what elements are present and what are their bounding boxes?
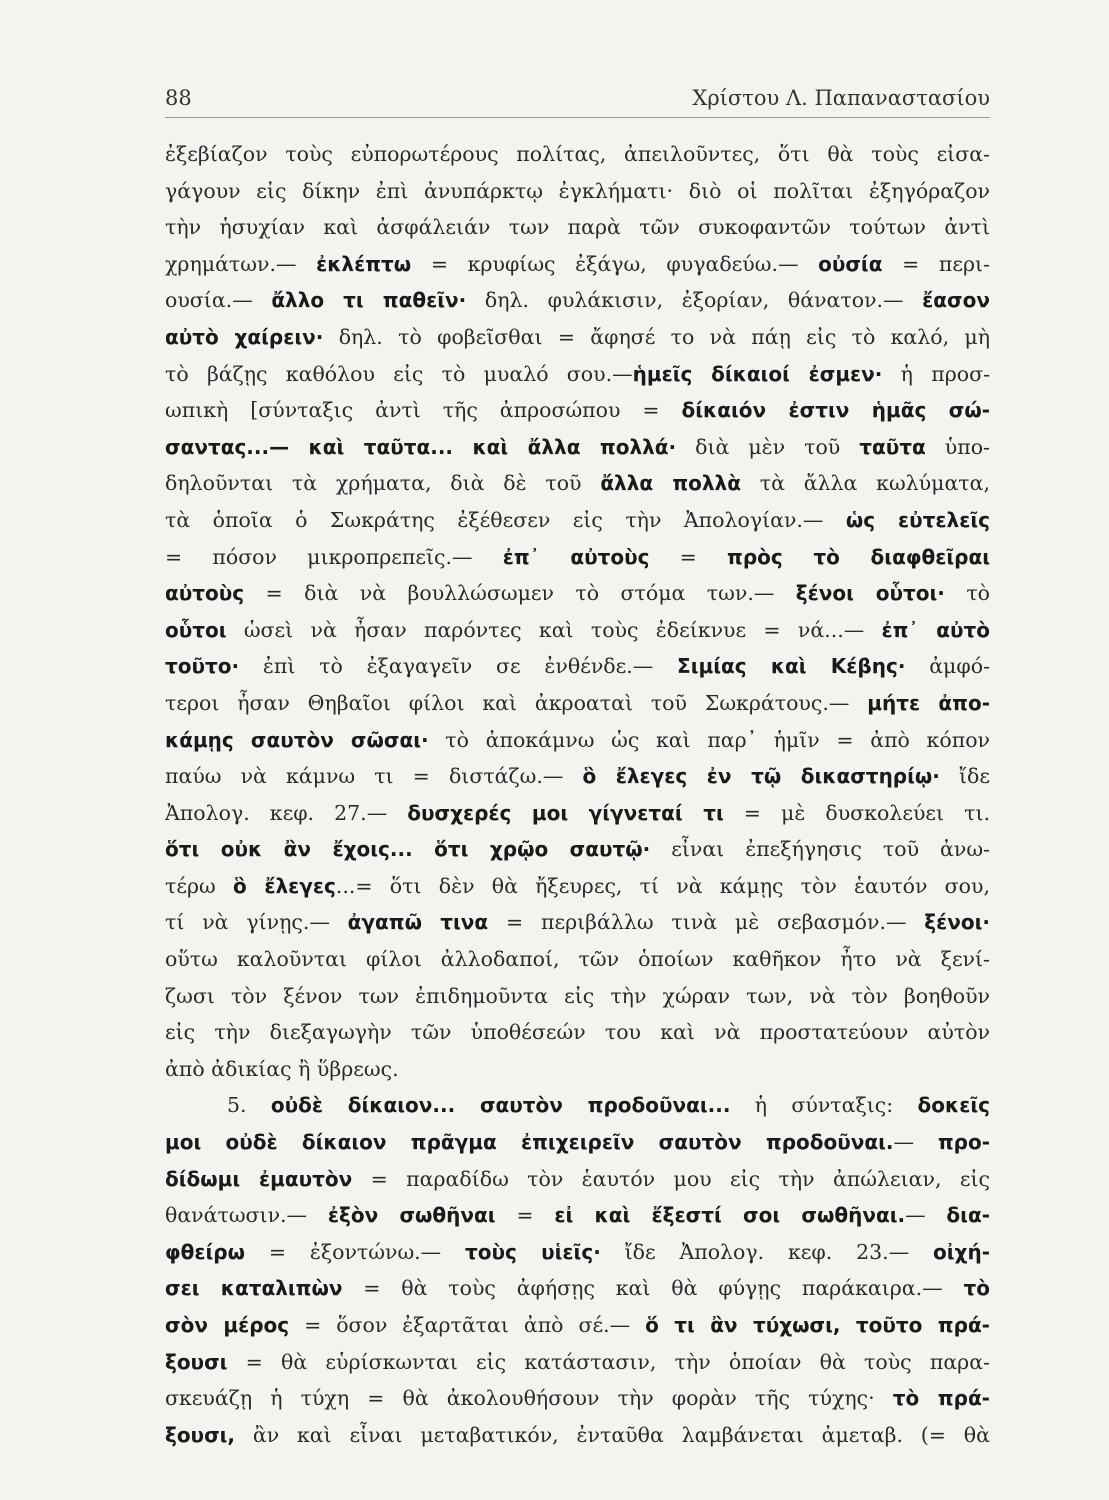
text-line bbox=[165, 1307, 990, 1344]
text-line bbox=[165, 209, 990, 246]
text-run: τέρω bbox=[165, 873, 233, 898]
glossed-term: οἰχή- bbox=[933, 1239, 990, 1264]
text-run: ουσία.— bbox=[165, 288, 272, 313]
text-run: τὰ ὁποῖα ὁ Σωκράτης ἐξέθεσεν εἰς τὴν Ἀπολογίαν.— bbox=[165, 507, 846, 532]
text-run: = bbox=[649, 544, 728, 569]
text-run: ζωσι τὸν ξένον των ἐπιδημοῦντα εἰς τὴν χώραν των, νὰ τὸν βοηθοῦν bbox=[165, 983, 990, 1008]
text-line bbox=[165, 868, 990, 905]
text-line bbox=[165, 795, 990, 832]
glossed-term: πρὸς τὸ διαφθεῖραι bbox=[727, 544, 990, 569]
text-line bbox=[165, 319, 990, 356]
glossed-term: τὸ bbox=[963, 1276, 990, 1301]
text-run: — bbox=[893, 1130, 938, 1155]
glossed-term: μήτε ἀπο- bbox=[867, 690, 990, 715]
text-run: ἡ σύνταξις: bbox=[730, 1093, 918, 1118]
text-line bbox=[165, 1234, 990, 1271]
glossed-term: ἀγαπῶ τινα bbox=[347, 910, 489, 935]
text-run: ἴδε Ἀπολογ. κεφ. 23.— bbox=[600, 1239, 934, 1264]
text-run: γάγουν εἰς δίκην ἐπὶ ἀνυπάρκτῳ ἐγκλήματι· διὸ οἱ πολῖται ἐξηγόραζον bbox=[165, 178, 990, 203]
text-run: = bbox=[495, 1203, 555, 1228]
text-run: ἂν καὶ εἶναι μεταβατικόν, ἐνταῦθα λαμβάνεται ἀμεταβ. (= θὰ bbox=[235, 1422, 990, 1447]
text-run: διὰ μὲν τοῦ bbox=[676, 434, 860, 459]
glossed-term: ξένοι οὗτοι· bbox=[795, 581, 945, 606]
glossed-term: ἡμεῖς δίκαιοί ἐσμεν· bbox=[632, 361, 883, 386]
text-line bbox=[165, 392, 990, 429]
text-run: τί νὰ γίνῃς.— bbox=[165, 910, 348, 935]
text-run: ὡσεὶ νὰ ἦσαν παρόντες καὶ τοὺς ἐδείκνυε = νά...— bbox=[226, 617, 882, 642]
text-line bbox=[165, 941, 990, 978]
text-line bbox=[165, 539, 990, 576]
text-line bbox=[165, 1051, 990, 1088]
text-line bbox=[165, 758, 990, 795]
glossed-term: ἐκλέπτω bbox=[316, 251, 412, 276]
text-line bbox=[165, 465, 990, 502]
text-run: = ὅσον ἐξαρτᾶται ἀπὸ σέ.— bbox=[289, 1313, 646, 1337]
text-line bbox=[165, 429, 990, 466]
text-run: = περιβάλλω τινὰ μὲ σεβασμόν.— bbox=[488, 910, 925, 935]
text-run: — bbox=[905, 1203, 947, 1228]
text-run: = πόσον μικροπρεπεῖς.— bbox=[165, 544, 503, 569]
text-run: τὸ bbox=[944, 581, 990, 606]
text-run: = περι- bbox=[882, 251, 990, 276]
text-run: χρημάτων.— bbox=[165, 251, 317, 276]
glossed-term: ταῦτα bbox=[859, 434, 926, 459]
text-run: ἐξεβίαζον τοὺς εὐπορωτέρους πολίτας, ἀπειλοῦντες, ὅτι θὰ τοὺς εἰσα- bbox=[165, 142, 990, 166]
text-run: εἰς τὴν διεξαγωγὴν τῶν ὑποθέσεών του καὶ νὰ προστατεύουν αὐτὸν bbox=[165, 1020, 990, 1045]
glossed-term: οὐδὲ δίκαιον... σαυτὸν προδοῦναι... bbox=[270, 1093, 731, 1118]
glossed-term: σαντας...— καὶ ταῦτα... καὶ ἄλλα πολλά· bbox=[165, 434, 677, 459]
text-run: δηλοῦνται τὰ χρήματα, διὰ δὲ τοῦ bbox=[165, 471, 601, 496]
text-line bbox=[165, 282, 990, 319]
text-run: ὑπο- bbox=[925, 434, 990, 459]
text-line bbox=[165, 356, 990, 393]
glossed-term: ἔασον bbox=[922, 288, 990, 313]
text-line bbox=[165, 1014, 990, 1051]
text-run: ἐπὶ τὸ ἐξαγαγεῖν σε ἐνθένδε.— bbox=[239, 654, 678, 679]
text-line bbox=[165, 612, 990, 649]
text-line bbox=[165, 1124, 990, 1161]
text-run: παύω νὰ κάμνω τι = διστάζω.— bbox=[165, 764, 583, 789]
text-run: ἴδε bbox=[939, 764, 990, 789]
glossed-term: δια- bbox=[946, 1203, 990, 1228]
text-line bbox=[165, 831, 990, 868]
glossed-term: προ- bbox=[937, 1130, 990, 1155]
text-run: θανάτωσιν.— bbox=[165, 1203, 328, 1228]
glossed-term: ἄλλα πολλὰ bbox=[600, 471, 741, 496]
text-run: ...= ὅτι δὲν θὰ ἤξευρες, τί νὰ κάμῃς τὸν ἑαυτόν σου, bbox=[335, 873, 990, 898]
glossed-term: αὐτοὺς bbox=[165, 581, 245, 606]
glossed-term: κάμῃς σαυτὸν σῶσαι· bbox=[165, 727, 429, 752]
glossed-term: τοῦτο· bbox=[165, 654, 240, 679]
text-run: τὴν ἡσυχίαν καὶ ἀσφάλειάν των παρὰ τῶν συκοφαντῶν τούτων ἀντὶ bbox=[165, 215, 990, 240]
text-line bbox=[165, 1087, 990, 1124]
text-line bbox=[165, 685, 990, 722]
text-run: δηλ. φυλάκισιν, ἐξορίαν, θάνατον.— bbox=[466, 288, 923, 313]
text-line bbox=[165, 1270, 990, 1307]
text-run: τὸ βάζῃς καθόλου εἰς τὸ μυαλό σου.— bbox=[165, 361, 633, 386]
text-run: Ἀπολογ. κεφ. 27.— bbox=[165, 800, 408, 825]
glossed-term: οὐσία bbox=[818, 251, 883, 276]
text-line bbox=[165, 648, 990, 685]
page-number: 88 bbox=[165, 86, 192, 110]
glossed-term: οὗτοι bbox=[165, 617, 227, 642]
text-run: = ἐξοντώνω.— bbox=[245, 1239, 465, 1264]
text-line bbox=[165, 1344, 990, 1381]
text-run: = μὲ δυσκολεύει τι. bbox=[723, 800, 990, 825]
page-body bbox=[165, 136, 990, 1453]
text-run: ωπικὴ [σύνταξις ἀντὶ τῆς ἀπροσώπου = bbox=[165, 398, 682, 423]
glossed-term: σει καταλιπὼν bbox=[165, 1276, 343, 1301]
text-line bbox=[165, 978, 990, 1015]
glossed-term: ξένοι· bbox=[924, 910, 990, 935]
text-line bbox=[165, 1417, 990, 1454]
glossed-term: ἐπ᾽ αὐτὸ bbox=[881, 617, 990, 642]
text-run: = θὰ εὑρίσκωνται εἰς κατάστασιν, τὴν ὁποίαν θὰ τοὺς παρα- bbox=[227, 1349, 990, 1374]
text-line bbox=[165, 246, 990, 283]
text-run: ἡ προσ- bbox=[882, 361, 990, 386]
text-run: = διὰ νὰ βουλλώσωμεν τὸ στόμα των.— bbox=[244, 581, 796, 606]
glossed-term: φθείρω bbox=[165, 1239, 246, 1264]
text-run: δηλ. τὸ φοβεῖσθαι = ἄφησέ το νὰ πάῃ εἰς τὸ καλό, μὴ bbox=[323, 324, 990, 349]
text-line bbox=[165, 1380, 990, 1417]
header-rule bbox=[165, 117, 990, 118]
glossed-term: ἐξὸν σωθῆναι bbox=[327, 1203, 496, 1228]
text-line bbox=[165, 1161, 990, 1198]
text-run: εἶναι ἐπεξήγησις τοῦ ἀνω- bbox=[650, 837, 990, 862]
text-line bbox=[165, 722, 990, 759]
running-title: Χρίστου Λ. Παπαναστασίου bbox=[692, 86, 990, 110]
page-header bbox=[165, 86, 990, 110]
glossed-term: ὅ τι ἂν τύχωσι, τοῦτο πρά- bbox=[645, 1313, 990, 1337]
text-run: = παραδίδω τὸν ἑαυτόν μου εἰς τὴν ἀπώλειαν, εἰς bbox=[352, 1166, 990, 1191]
glossed-term: ἄλλο τι παθεῖν· bbox=[271, 288, 467, 313]
glossed-term: ὃ ἔλεγες ἐν τῷ δικαστηρίῳ· bbox=[582, 764, 940, 789]
text-run: = θὰ τοὺς ἀφήσῃς καὶ θὰ φύγῃς παράκαιρα.— bbox=[342, 1276, 964, 1301]
glossed-term: δίδωμι ἐμαυτὸν bbox=[165, 1166, 353, 1191]
glossed-term: δυσχερές μοι γίγνεταί τι bbox=[407, 800, 724, 825]
text-run: 5. bbox=[227, 1093, 271, 1118]
glossed-term: ξουσι, bbox=[165, 1422, 236, 1447]
glossed-term: δοκεῖς bbox=[917, 1093, 990, 1118]
glossed-term: εἰ καὶ ἔξεστί σοι σωθῆναι. bbox=[554, 1203, 906, 1228]
glossed-term: τοὺς υἱεῖς· bbox=[465, 1239, 601, 1264]
glossed-term: μοι οὐδὲ δίκαιον πρᾶγμα ἐπιχειρεῖν σαυτὸν προδοῦναι. bbox=[165, 1130, 894, 1155]
text-run: ἀμφό- bbox=[905, 654, 990, 679]
text-run: τεροι ἦσαν Θηβαῖοι φίλοι καὶ ἀκροαταὶ τοῦ Σωκράτους.— bbox=[165, 690, 868, 715]
text-line bbox=[165, 502, 990, 539]
glossed-term: ὃ ἔλεγες bbox=[232, 873, 336, 898]
glossed-term: ἐπ᾽ αὐτοὺς bbox=[502, 544, 650, 569]
glossed-term: αὐτὸ χαίρειν· bbox=[165, 324, 324, 349]
text-run: ἀπὸ ἀδικίας ἢ ὕβρεως. bbox=[165, 1056, 399, 1081]
glossed-term: τὸ πρά- bbox=[892, 1386, 990, 1411]
text-line bbox=[165, 1197, 990, 1234]
glossed-term: ὅτι οὐκ ἂν ἔχοις... ὅτι χρῷο σαυτῷ· bbox=[165, 837, 651, 862]
glossed-term: ὡς εὐτελεῖς bbox=[845, 507, 990, 532]
glossed-term: ξουσι bbox=[165, 1349, 228, 1374]
text-line bbox=[165, 575, 990, 612]
text-run: τὰ ἄλλα κωλύματα, bbox=[740, 471, 990, 496]
glossed-term: Σιμίας καὶ Κέβης· bbox=[677, 654, 906, 679]
text-run: σκευάζῃ ἡ τύχη = θὰ ἀκολουθήσουν τὴν φορὰν τῆς τύχης· bbox=[165, 1386, 893, 1411]
glossed-term: δίκαιόν ἐστιν ἡμᾶς σώ- bbox=[681, 398, 990, 423]
text-run: = κρυφίως ἐξάγω, φυγαδεύω.— bbox=[411, 251, 819, 276]
text-line bbox=[165, 904, 990, 941]
text-run: τὸ ἀποκάμνω ὡς καὶ παρ᾽ ἡμῖν = ἀπὸ κόπον bbox=[428, 727, 990, 752]
glossed-term: σὸν μέρος bbox=[165, 1313, 290, 1337]
text-run: οὕτω καλοῦνται φίλοι ἀλλοδαποί, τῶν ὁποίων καθῆκον ἦτο νὰ ξενί- bbox=[165, 947, 990, 972]
text-line bbox=[165, 136, 990, 173]
text-line bbox=[165, 173, 990, 210]
